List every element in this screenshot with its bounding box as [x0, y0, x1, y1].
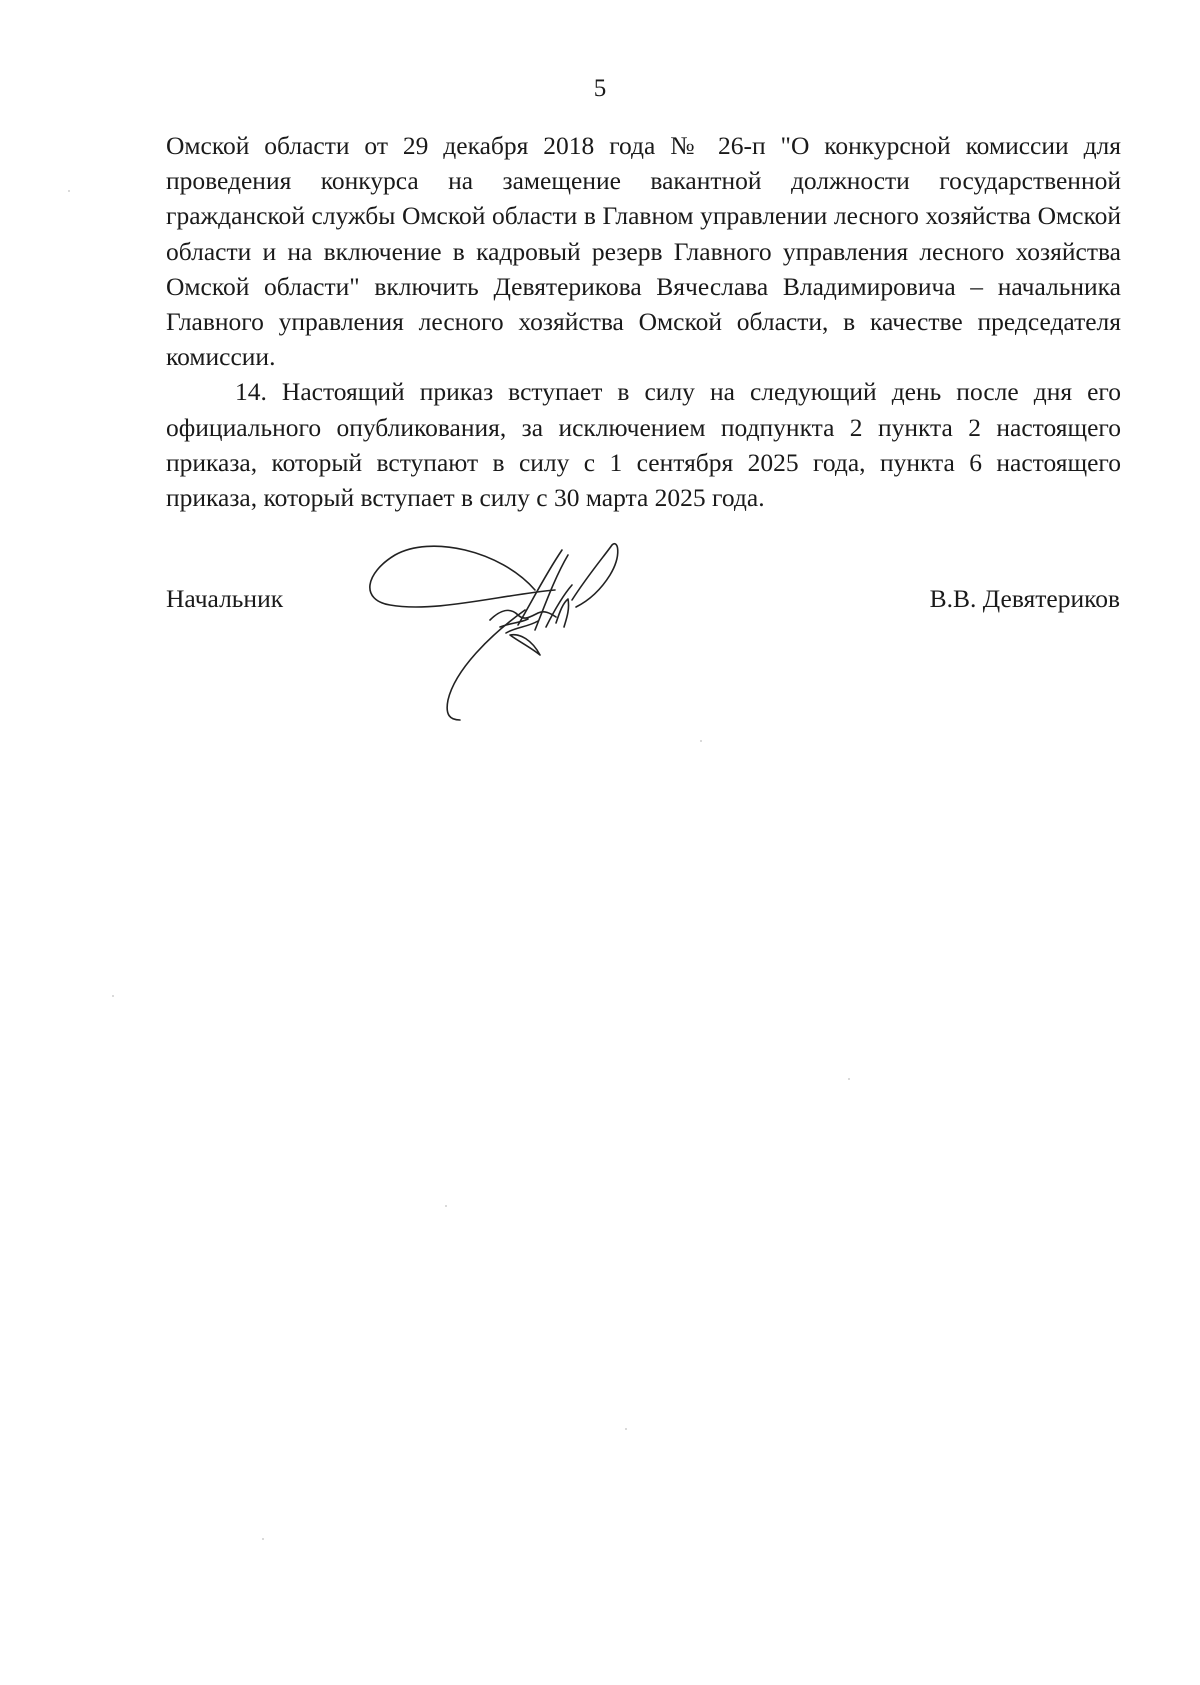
scan-speck [262, 1538, 264, 1540]
document-body [166, 128, 1121, 515]
paragraph-item-14: 14. Настоящий приказ вступает в силу на следующий день после дня его официального опубликования, за исключением подпункта 2 пункта 2 настоящего приказа, который вступают в силу с 1 сентября 2025 года, пункта 6 настоящего приказа, который вступает в силу с 30 марта 2025 года. [166, 377, 1121, 513]
scan-speck [68, 190, 70, 192]
scan-speck [700, 740, 702, 742]
scan-speck [848, 1078, 850, 1080]
paragraph-continuation: Омской области от 29 декабря 2018 года № 26-п "О конкурсной комиссии для проведения конкурса на замещение вакантной должности государственной гражданской службы Омской области в Главном управлении лесного хозяйства Омской области и на включение в кадровый резерв Главного управления лесного хозяйства Омской области" включить Девятерикова Вячеслава Владимировича – начальника Главного управления лесного хозяйства Омской области, в качестве председателя комиссии. [166, 131, 1121, 372]
scan-speck [112, 995, 114, 997]
handwritten-signature [360, 515, 680, 730]
signatory-name: В.В. Девятериков [929, 584, 1120, 613]
scan-speck [625, 1428, 627, 1430]
page-number: 5 [593, 75, 607, 102]
signatory-title: Начальник [166, 584, 284, 613]
scan-speck [445, 1205, 447, 1207]
